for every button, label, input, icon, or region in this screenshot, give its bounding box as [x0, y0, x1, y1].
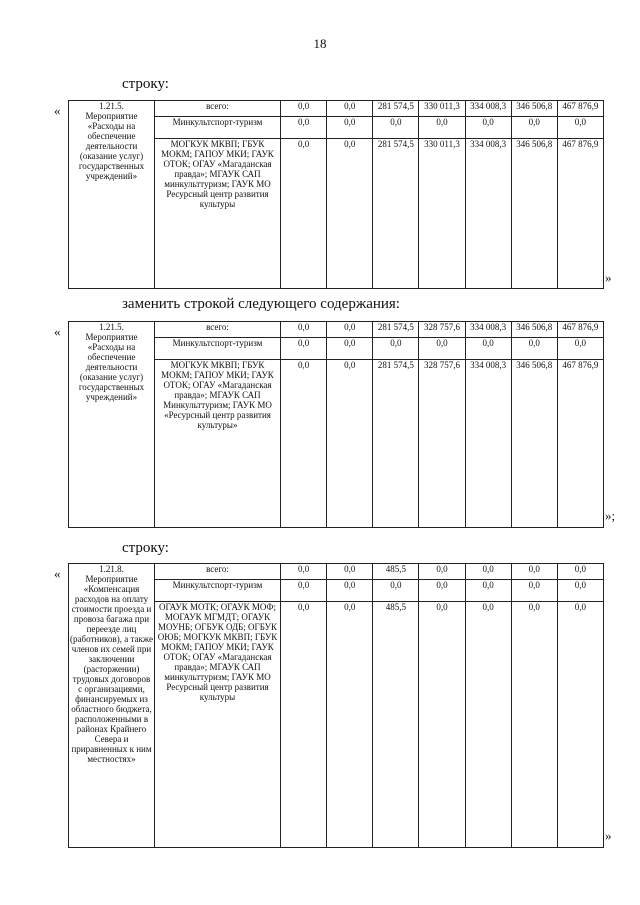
section-intro: строку:: [122, 540, 169, 556]
activity-description: Мероприятие «Компенсация расходов на оплату стоимости проезда и провоза багажа при переезде лиц (работников), а также членов их семей при заключении (расторжении) трудовых договоров с организациями, финансируемых из областного бюджета, расположенными в районах Крайнего Севера и приравненных к ним местностях»: [70, 574, 153, 764]
value-cell: 0,0: [281, 580, 327, 602]
program-table: [68, 563, 604, 848]
row-label: Минкультспорт-туризм: [155, 580, 281, 602]
row-label: МОГКУК МКВП; ГБУК МОКМ; ГАПОУ МКИ; ГАУК ОТОК; ОГАУ «Магаданская правда»; МГАУК САП минкульттуризм; ГАУК МО Ресурсный центр развития культуры: [155, 139, 281, 289]
close-quote: »: [605, 828, 612, 843]
value-cell: 0,0: [419, 580, 465, 602]
value-cell: 0,0: [281, 139, 327, 289]
value-cell: 0,0: [557, 602, 603, 848]
row-label: всего:: [155, 322, 281, 338]
activity-cell: [69, 564, 155, 848]
section-intro: заменить строкой следующего содержания:: [122, 296, 400, 312]
value-cell: 0,0: [557, 117, 603, 139]
value-cell: 0,0: [327, 338, 373, 360]
activity-code: 1.21.5.: [99, 101, 124, 111]
page-number: 18: [313, 36, 327, 51]
value-cell: 281 574,5: [373, 139, 419, 289]
value-cell: 328 757,6: [419, 322, 465, 338]
value-cell: 346 506,8: [511, 139, 557, 289]
program-table: [68, 100, 604, 289]
activity-cell: [69, 322, 155, 528]
program-table: [68, 321, 604, 528]
value-cell: 281 574,5: [373, 360, 419, 528]
value-cell: 0,0: [557, 580, 603, 602]
table-row: [69, 564, 604, 580]
value-cell: 0,0: [419, 117, 465, 139]
value-cell: 0,0: [327, 360, 373, 528]
row-label: Минкультспорт-туризм: [155, 117, 281, 139]
activity-description: Мероприятие «Расходы на обеспечение деятельности (оказание услуг) государственных учреждений»: [78, 332, 145, 402]
value-cell: 346 506,8: [511, 322, 557, 338]
activity-description: Мероприятие «Расходы на обеспечение деятельности (оказание услуг) государственных учреждений»: [78, 111, 145, 181]
value-cell: 0,0: [281, 338, 327, 360]
value-cell: 467 876,9: [557, 101, 603, 117]
value-cell: 0,0: [511, 564, 557, 580]
value-cell: 0,0: [373, 117, 419, 139]
value-cell: 0,0: [373, 338, 419, 360]
value-cell: 281 574,5: [373, 322, 419, 338]
row-label: МОГКУК МКВП; ГБУК МОКМ; ГАПОУ МКИ; ГАУК ОТОК; ОГАУ «Магаданская правда»; МГАУК САП Минкульттуризм; ГАУК МО «Ресурсный центр развития культуры»: [155, 360, 281, 528]
value-cell: 0,0: [281, 117, 327, 139]
value-cell: 0,0: [327, 602, 373, 848]
value-cell: 0,0: [327, 580, 373, 602]
value-cell: 0,0: [465, 117, 511, 139]
value-cell: 485,5: [373, 602, 419, 848]
value-cell: 467 876,9: [557, 322, 603, 338]
value-cell: 0,0: [511, 602, 557, 848]
activity-code: 1.21.5.: [99, 322, 124, 332]
value-cell: 334 008,3: [465, 139, 511, 289]
value-cell: 330 011,3: [419, 101, 465, 117]
value-cell: 346 506,8: [511, 360, 557, 528]
value-cell: 0,0: [327, 322, 373, 338]
value-cell: 0,0: [373, 580, 419, 602]
value-cell: 0,0: [327, 564, 373, 580]
value-cell: 485,5: [373, 564, 419, 580]
value-cell: 328 757,6: [419, 360, 465, 528]
activity-code: 1.21.8.: [99, 564, 124, 574]
value-cell: 0,0: [465, 564, 511, 580]
open-quote: «: [54, 566, 61, 581]
value-cell: 0,0: [281, 360, 327, 528]
row-label: всего:: [155, 101, 281, 117]
value-cell: 467 876,9: [557, 139, 603, 289]
close-quote: »;: [605, 508, 616, 523]
table-row: [69, 322, 604, 338]
value-cell: 0,0: [511, 580, 557, 602]
value-cell: 334 008,3: [465, 322, 511, 338]
value-cell: 0,0: [557, 338, 603, 360]
value-cell: 0,0: [327, 117, 373, 139]
value-cell: 0,0: [465, 580, 511, 602]
value-cell: 0,0: [327, 139, 373, 289]
value-cell: 0,0: [281, 322, 327, 338]
value-cell: 0,0: [419, 602, 465, 848]
value-cell: 334 008,3: [465, 101, 511, 117]
value-cell: 0,0: [465, 602, 511, 848]
close-quote: »: [605, 270, 612, 285]
value-cell: 0,0: [281, 564, 327, 580]
value-cell: 330 011,3: [419, 139, 465, 289]
value-cell: 0,0: [281, 602, 327, 848]
table-row: [69, 101, 604, 117]
activity-cell: [69, 101, 155, 289]
value-cell: 0,0: [511, 338, 557, 360]
value-cell: 346 506,8: [511, 101, 557, 117]
value-cell: 0,0: [281, 101, 327, 117]
open-quote: «: [54, 103, 61, 118]
row-label: всего:: [155, 564, 281, 580]
value-cell: 0,0: [511, 117, 557, 139]
value-cell: 0,0: [419, 338, 465, 360]
section-intro: строку:: [122, 76, 169, 92]
value-cell: 0,0: [465, 338, 511, 360]
value-cell: 0,0: [419, 564, 465, 580]
value-cell: 467 876,9: [557, 360, 603, 528]
value-cell: 0,0: [327, 101, 373, 117]
open-quote: «: [54, 324, 61, 339]
row-label: Минкультспорт-туризм: [155, 338, 281, 360]
row-label: ОГАУК МОТК; ОГАУК МОФ; МОГАУК МГМДТ; ОГАУК МОУНБ; ОГБУК ОДБ; ОГБУК ОЮБ; МОГКУК МКВП; ГБУК МОКМ; ГАПОУ МКИ; ГАУК ОТОК; ОГАУ «Магаданская правда»; МГАУК САП минкульттуризм; ГАУК МО Ресурсный центр развития культуры: [155, 602, 281, 848]
value-cell: 334 008,3: [465, 360, 511, 528]
value-cell: 0,0: [557, 564, 603, 580]
value-cell: 281 574,5: [373, 101, 419, 117]
